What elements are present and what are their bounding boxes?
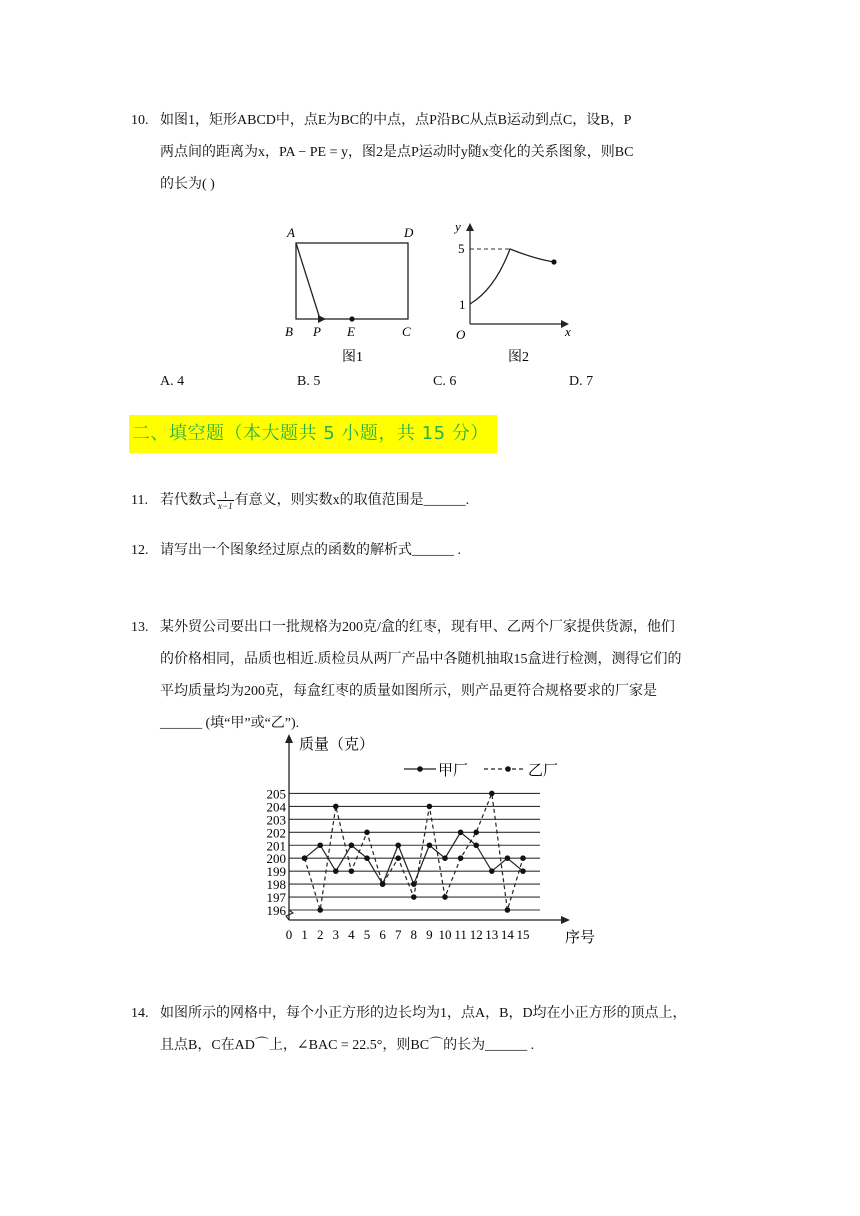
x-tick-label: 10 <box>438 927 452 942</box>
legend-marker-yi <box>505 766 511 772</box>
data-point <box>489 868 495 874</box>
arrow-head <box>318 315 326 323</box>
question-text-line: 请写出一个图象经过原点的函数的解析式______ . <box>160 543 461 558</box>
data-point <box>427 842 433 848</box>
y-tick-label: 201 <box>266 838 286 854</box>
label-e: E <box>347 324 355 339</box>
question-text-line: ______ (填“甲”或“乙”). <box>160 716 300 731</box>
data-point <box>458 855 464 861</box>
chart-xlabel: 序号 <box>565 930 596 946</box>
y-axis-arrow <box>466 223 474 231</box>
chart-ylabel: 质量（克） <box>299 737 375 753</box>
x-tick-label: 13 <box>485 927 499 942</box>
data-point <box>427 804 433 810</box>
label-d: D <box>404 225 414 240</box>
question-text-line: 两点间的距离为x，PA − PE = y，图2是点P运动时y随x变化的关系图象，则BC <box>160 145 634 160</box>
y-tick-label: 200 <box>266 851 286 867</box>
question-number: 10. <box>131 113 149 128</box>
question-text-line: 某外贸公司要出口一批规格为200克/盒的红枣，现有甲、乙两个厂家提供货源，他们 <box>160 620 675 635</box>
data-point <box>395 855 401 861</box>
rectangle-abcd <box>296 243 408 319</box>
x-axis-arrow <box>561 916 570 924</box>
segment-ap <box>296 243 320 319</box>
label-c: C <box>402 324 411 339</box>
x-tick-label: 8 <box>410 927 418 942</box>
point-e <box>349 316 354 321</box>
x-tick-label: 7 <box>394 927 402 942</box>
figure-1-caption: 图1 <box>342 350 363 365</box>
question-text-line <box>160 485 741 517</box>
figure-1 <box>285 225 414 365</box>
data-point <box>333 868 339 874</box>
graph-curve <box>470 249 554 304</box>
x-tick-label: 9 <box>426 927 433 942</box>
y-tick-label: 202 <box>266 825 286 841</box>
y-tick-label: 203 <box>266 812 286 828</box>
question-10 <box>131 105 741 201</box>
question-number: 13. <box>131 620 149 635</box>
data-point <box>364 830 370 836</box>
tick-label-1: 1 <box>459 297 466 312</box>
data-point <box>380 881 386 887</box>
x-tick-label: 3 <box>332 927 340 942</box>
question-text-line: 且点B，C在AD⌒上，∠BAC = 22.5°，则BC⌒的长为______ . <box>160 1038 535 1053</box>
x-axis-label: x <box>565 324 571 339</box>
origin-label: O <box>456 327 466 342</box>
x-tick-label: 14 <box>500 927 514 942</box>
choice-a: A. 4 <box>160 374 185 389</box>
data-point <box>489 791 495 797</box>
question-number: 11. <box>131 493 148 508</box>
question-number: 12. <box>131 543 149 558</box>
y-tick-label: 197 <box>266 890 286 906</box>
question-text-line: 如图所示的网格中，每个小正方形的边长均为1，点A，B，D均在小正方形的顶点上， <box>160 1006 687 1021</box>
data-point <box>442 894 448 900</box>
question-12 <box>131 535 741 567</box>
data-point <box>349 868 355 874</box>
y-tick-label: 198 <box>266 877 286 893</box>
question-number: 14. <box>131 1006 149 1021</box>
y-tick-label: 199 <box>266 864 286 880</box>
data-point <box>473 842 479 848</box>
q10-figures <box>0 215 860 385</box>
question-text-line: 的价格相同，品质也相近.质检员从两厂产品中各随机抽取15盒进行检测，测得它们的 <box>160 652 682 667</box>
question-11 <box>131 485 741 517</box>
curve-endpoint <box>551 259 556 264</box>
question-text-line: 的长为( ) <box>160 177 215 192</box>
fraction-numerator: 1 <box>217 490 234 501</box>
data-point <box>302 855 308 861</box>
x-tick-label: 0 <box>285 927 293 942</box>
series-line-yi <box>305 793 523 910</box>
data-point <box>473 830 479 836</box>
data-point <box>317 842 323 848</box>
figure-2-caption: 图2 <box>508 350 529 365</box>
data-point <box>505 855 511 861</box>
fraction <box>217 490 234 511</box>
data-point <box>458 830 464 836</box>
x-tick-label: 11 <box>454 927 467 942</box>
x-tick-label: 5 <box>363 927 371 942</box>
data-point <box>349 842 355 848</box>
data-point <box>411 894 417 900</box>
y-tick-label: 196 <box>266 903 286 918</box>
question-14 <box>131 998 741 1062</box>
data-point <box>520 868 526 874</box>
label-b: B <box>285 324 293 339</box>
question-text-line: 平均质量均为200克，每盒红枣的质量如图所示，则产品更符合规格要求的厂家是 <box>160 684 657 699</box>
choice-b: B. 5 <box>297 374 321 389</box>
figure-2 <box>453 219 571 365</box>
quality-chart <box>0 728 860 958</box>
fraction-denominator: x−1 <box>218 501 233 512</box>
y-axis-arrow <box>285 734 293 743</box>
question-text-line: 如图1，矩形ABCD中，点E为BC的中点，点P沿BC从点B运动到点C，设B，P <box>160 113 632 128</box>
data-point <box>505 907 511 913</box>
x-tick-label: 1 <box>301 927 308 942</box>
x-tick-label: 12 <box>469 927 483 942</box>
legend-label-yi: 乙厂 <box>528 763 559 779</box>
data-point <box>442 855 448 861</box>
x-tick-label: 4 <box>348 927 355 942</box>
question-13 <box>131 612 741 740</box>
y-tick-label: 204 <box>266 799 286 815</box>
data-point <box>520 855 526 861</box>
y-tick-label: 205 <box>266 786 286 802</box>
data-point <box>395 842 401 848</box>
data-point <box>333 804 339 810</box>
legend-label-jia: 甲厂 <box>438 763 469 779</box>
data-point <box>317 907 323 913</box>
label-a: A <box>287 225 295 240</box>
data-point <box>364 855 370 861</box>
y-axis-label: y <box>455 219 461 234</box>
legend-marker-jia <box>417 766 423 772</box>
x-tick-label: 2 <box>316 927 324 942</box>
choice-c: C. 6 <box>433 374 457 389</box>
label-p: P <box>313 324 321 339</box>
question-text: 若代数式 <box>160 493 216 508</box>
q10-choices <box>160 374 720 394</box>
question-text: 有意义，则实数x的取值范围是______. <box>234 493 470 508</box>
choice-d: D. 7 <box>569 374 594 389</box>
section-heading: 二、填空题（本大题共 5 小题，共 15 分） <box>129 415 497 453</box>
x-tick-label: 15 <box>516 927 530 942</box>
x-tick-label: 6 <box>379 927 386 942</box>
tick-label-5: 5 <box>458 241 465 256</box>
